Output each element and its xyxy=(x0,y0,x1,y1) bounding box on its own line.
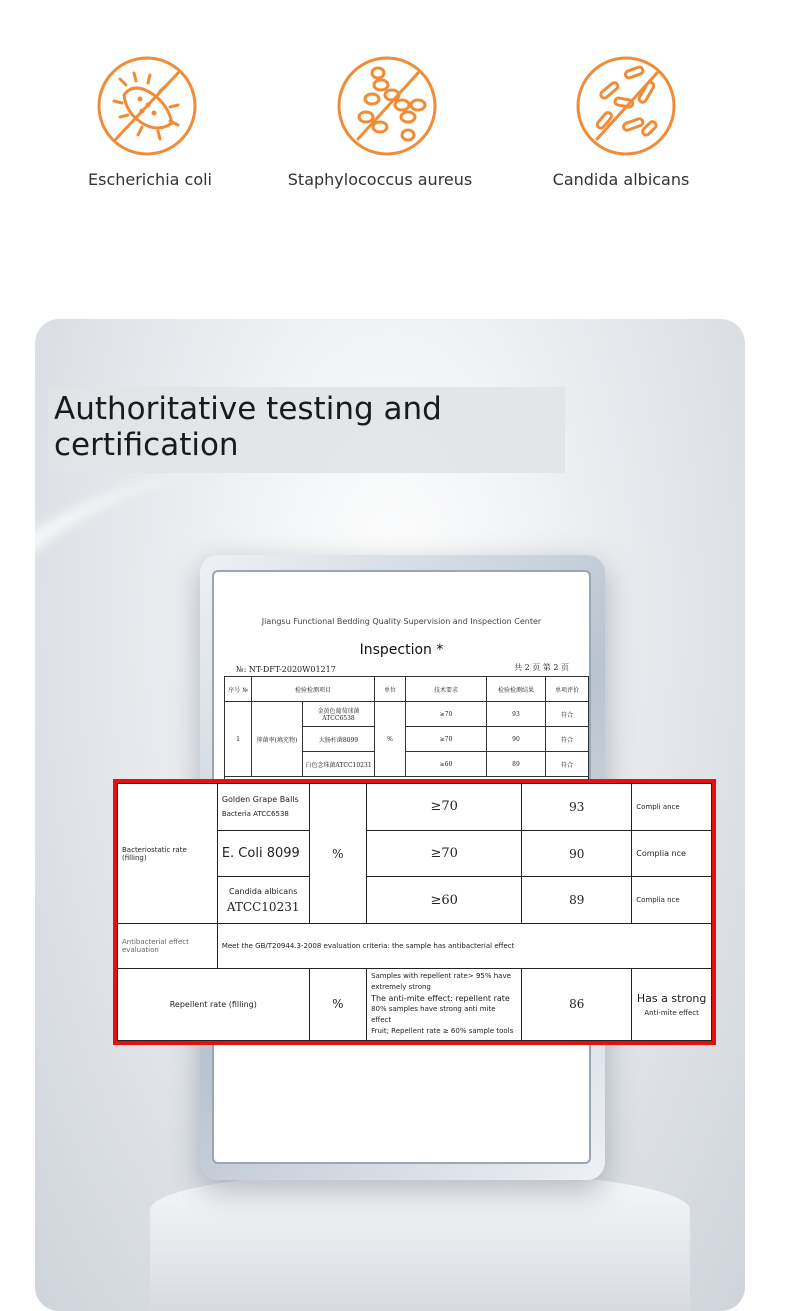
antibacterial-text: Meet the GB/T20944.3-2008 evaluation criteria: the sample has antibacterial effect xyxy=(217,924,711,969)
candida-crossed-icon xyxy=(575,55,677,157)
section-title: Authoritative testing and certification xyxy=(54,391,442,463)
repellent-eval-line-1: Has a strong xyxy=(636,991,707,1005)
bacteria-label-e-coli: Escherichia coli xyxy=(88,170,212,189)
result-cell: 93 xyxy=(487,702,546,727)
bacteria-label-candida: Candida albicans xyxy=(552,170,690,189)
strain-cell: 白色念珠菌ATCC10231 xyxy=(303,752,375,777)
repellent-requirement xyxy=(367,968,522,1040)
requirement-cell: ≥70 xyxy=(367,784,522,831)
strain-line-2: Bacteria ATCC6538 xyxy=(221,810,289,819)
requirement-cell: ≥60 xyxy=(406,752,487,777)
item-name: 抑菌率(填充物) xyxy=(252,702,303,777)
evaluation-cell: Complia nce xyxy=(632,877,712,924)
evaluation-cell: 符合 xyxy=(546,752,589,777)
strain-line-2: ATCC10231 xyxy=(226,899,300,914)
requirement-cell: ≥70 xyxy=(367,830,522,877)
inspection-table-small xyxy=(224,676,589,792)
strain-cell xyxy=(217,784,309,831)
header-requirement: 技术要求 xyxy=(406,677,487,702)
section-title-box xyxy=(48,387,565,473)
result-cell: 93 xyxy=(522,784,632,831)
repellent-evaluation xyxy=(632,968,712,1040)
header-unit: 单位 xyxy=(375,677,406,702)
repellent-label: Repellent rate (filling) xyxy=(118,968,310,1040)
repellent-req-line: The anti-mite effect: repellent rate xyxy=(371,994,510,1004)
repellent-unit: % xyxy=(309,968,366,1040)
row-number: 1 xyxy=(225,702,252,777)
repellent-req-line: Fruit; Repellent rate ≥ 60% sample tools xyxy=(371,1027,514,1036)
e-coli-crossed-icon xyxy=(96,55,198,157)
header-result: 检验检测结果 xyxy=(487,677,546,702)
strain-cell: E. Coli 8099 xyxy=(217,830,309,877)
header-evaluation: 单项评价 xyxy=(546,677,589,702)
requirement-cell: ≥60 xyxy=(367,877,522,924)
requirement-cell: ≥70 xyxy=(406,702,487,727)
evaluation-cell: Compli ance xyxy=(632,784,712,831)
inspection-center-name: Jiangsu Functional Bedding Quality Supervision and Inspection Center xyxy=(261,617,542,626)
evaluation-cell: 符合 xyxy=(546,702,589,727)
zoomed-result-table xyxy=(113,779,716,1045)
strain-cell xyxy=(217,877,309,924)
bacteria-label-staphylococcus: Staphylococcus aureus xyxy=(287,170,473,189)
repellent-req-line: 80% samples have strong anti mite effect xyxy=(371,1005,496,1025)
header-no: 序号 № xyxy=(225,677,252,702)
repellent-result: 86 xyxy=(522,968,632,1040)
strain-cell: 金黄色葡萄球菌ATCC6538 xyxy=(303,702,375,727)
document-page: 共 2 页 第 2 页 xyxy=(514,663,569,672)
bacteriostatic-label: Bacteriostatic rate (filling) xyxy=(118,784,218,924)
antibacterial-label: Antibacterial effect evaluation xyxy=(118,924,218,969)
unit-cell: % xyxy=(309,784,366,924)
result-cell: 89 xyxy=(522,877,632,924)
unit-cell: % xyxy=(375,702,406,777)
repellent-req-line: Samples with repellent rate> 95% have extremely strong xyxy=(371,972,511,992)
staphylococcus-crossed-icon xyxy=(336,55,438,157)
result-cell: 89 xyxy=(487,752,546,777)
evaluation-cell: 符合 xyxy=(546,727,589,752)
requirement-cell: ≥70 xyxy=(406,727,487,752)
document-title: Inspection * xyxy=(359,642,444,658)
evaluation-cell: Complia nce xyxy=(632,830,712,877)
strain-line-1: Candida albicans xyxy=(229,886,298,896)
header-item: 检验检测项目 xyxy=(252,677,375,702)
repellent-eval-line-2: Anti-mite effect xyxy=(644,1008,699,1017)
document-number: №: NT-DFT-2020W01217 xyxy=(236,665,336,674)
strain-cell: 大肠杆菌8099 xyxy=(303,727,375,752)
display-pedestal xyxy=(150,1170,690,1311)
result-cell: 90 xyxy=(522,830,632,877)
result-cell: 90 xyxy=(487,727,546,752)
strain-line-1: Golden Grape Balls xyxy=(221,795,299,805)
